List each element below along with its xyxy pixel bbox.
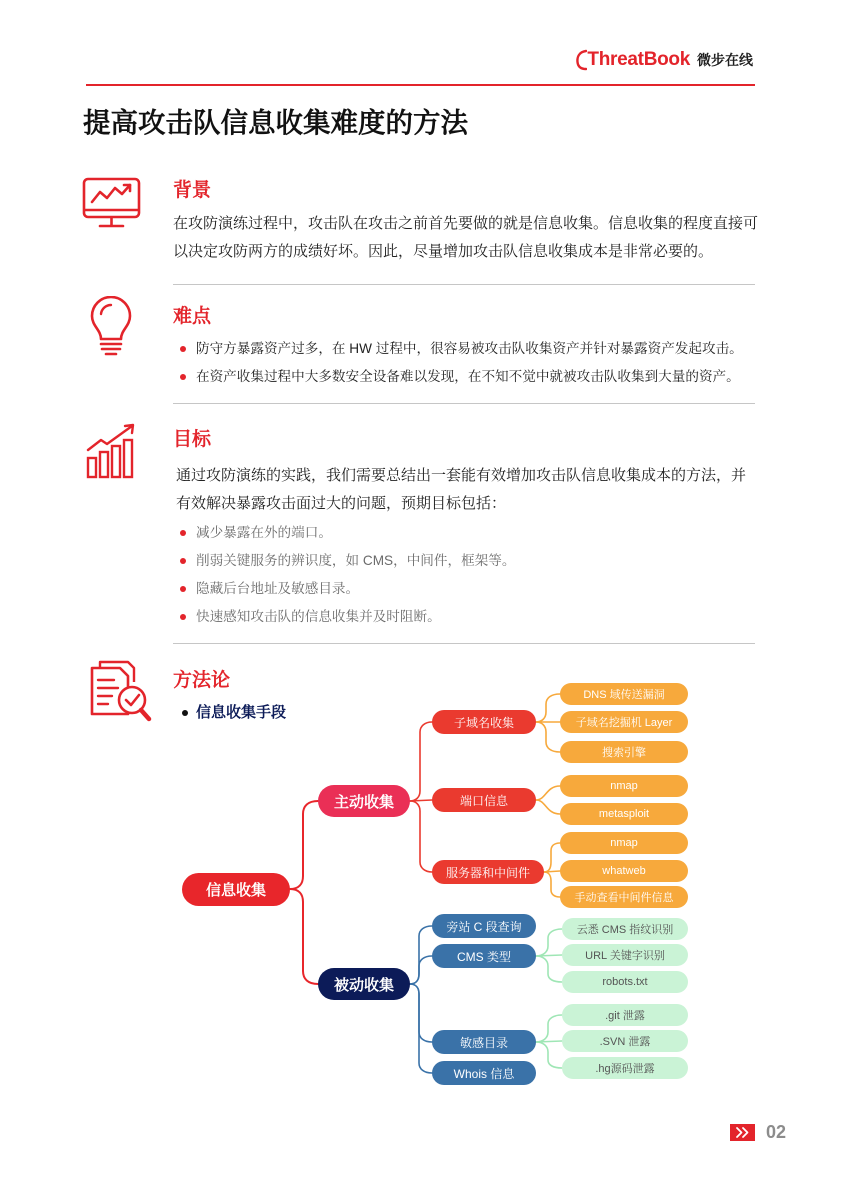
goal-bullet-text: 隐藏后台地址及敏感目录。 <box>196 581 360 596</box>
logo-chinese-text: 微步在线 <box>697 52 753 68</box>
page-number: 02 <box>766 1122 787 1142</box>
list-item <box>180 367 740 387</box>
logo-swoosh-icon <box>576 48 587 72</box>
connector-active-server <box>410 801 432 872</box>
connector-passive-cms <box>410 956 432 984</box>
mindmap-node-ports: 端口信息 <box>432 788 536 812</box>
connector-leaf <box>536 786 560 800</box>
connector-active-subdomain <box>410 722 432 801</box>
lightbulb-icon <box>88 296 134 360</box>
methodology-heading: 方法论 <box>173 670 231 691</box>
bullet-dot <box>182 710 188 716</box>
mindmap-leaf: 手动查看中间件信息 <box>560 886 688 908</box>
section-divider <box>173 403 755 404</box>
connector-leaf <box>536 1015 562 1042</box>
connector-passive-dirs <box>410 984 432 1042</box>
section-divider <box>173 284 755 285</box>
threatbook-logo <box>576 47 753 73</box>
mindmap-leaf: DNS 域传送漏洞 <box>560 683 688 705</box>
mindmap-root: 信息收集 <box>182 873 290 906</box>
difficulty-heading: 难点 <box>173 306 212 327</box>
bullet-dot <box>180 614 186 620</box>
connector-active-ports <box>410 800 432 801</box>
connector-leaf <box>544 872 560 897</box>
mindmap-leaf: .git 泄露 <box>562 1004 688 1026</box>
mindmap-node-cms-type: CMS 类型 <box>432 944 536 968</box>
monitor-chart-icon <box>82 177 142 231</box>
list-item <box>180 523 332 543</box>
goal-paragraph: 通过攻防演练的实践，我们需要总结出一套能有效增加攻击队信息收集成本的方法，并有效解决暴露攻击面过大的问题，预期目标包括： <box>176 467 747 512</box>
list-item <box>182 703 286 723</box>
double-chevron-right-icon <box>730 1124 755 1141</box>
connector-root-passive <box>290 889 318 984</box>
bullet-dot <box>180 374 186 380</box>
goal-bullet-text: 削弱关键服务的辨识度，如 CMS，中间件，框架等。 <box>196 553 516 568</box>
connector-leaf <box>536 694 560 722</box>
list-item <box>180 579 359 599</box>
background-heading: 背景 <box>173 180 212 201</box>
mindmap-leaf: nmap <box>560 775 688 797</box>
header-rule <box>86 84 755 86</box>
mindmap-branch-active: 主动收集 <box>318 785 410 817</box>
mindmap-leaf: 搜索引擎 <box>560 741 688 763</box>
connector-leaf <box>536 956 562 982</box>
mindmap-leaf: nmap <box>560 832 688 854</box>
bullet-dot <box>180 346 186 352</box>
rising-bar-chart-icon <box>85 423 139 479</box>
mindmap-branch-passive: 被动收集 <box>318 968 410 1000</box>
difficulty-bullet-text: 在资产收集过程中大多数安全设备难以发现，在不知不觉中就被攻击队收集到大量的资产。 <box>196 369 740 384</box>
connector-leaf <box>544 871 560 872</box>
mindmap-leaf: .SVN 泄露 <box>562 1030 688 1052</box>
mindmap-leaf: 子域名挖掘机 Layer <box>560 711 688 733</box>
goal-bullet-text: 减少暴露在外的端口。 <box>196 525 332 540</box>
list-item <box>180 607 441 627</box>
connector-leaf <box>536 955 562 956</box>
bullet-dot <box>180 558 186 564</box>
section-divider <box>173 643 755 644</box>
mindmap-node-whois: Whois 信息 <box>432 1061 536 1085</box>
connector-leaf <box>536 722 560 752</box>
connector-passive-whois <box>410 984 432 1073</box>
methodology-bullet-text: 信息收集手段 <box>196 704 287 721</box>
goal-heading: 目标 <box>173 429 212 450</box>
mindmap-node-c-segment: 旁站 C 段查询 <box>432 914 536 938</box>
mindmap-leaf: URL 关键字识别 <box>562 944 688 966</box>
bullet-dot <box>180 586 186 592</box>
connector-leaf <box>536 800 560 814</box>
mindmap-leaf: robots.txt <box>562 971 688 993</box>
connector-leaf <box>544 843 560 872</box>
mindmap-leaf: .hg源码泄露 <box>562 1057 688 1079</box>
mindmap-leaf: whatweb <box>560 860 688 882</box>
bullet-dot <box>180 530 186 536</box>
difficulty-bullet-text: 防守方暴露资产过多，在 HW 过程中，很容易被攻击队收集资产并针对暴露资产发起攻击。 <box>196 341 743 356</box>
connector-root-active <box>290 801 318 889</box>
connector-leaf <box>536 1042 562 1068</box>
goal-bullet-text: 快速感知攻击队的信息收集并及时阻断。 <box>196 609 441 624</box>
connector-leaf <box>536 1041 562 1042</box>
connector-leaf <box>536 929 562 956</box>
page-title: 提高攻击队信息收集难度的方法 <box>83 107 468 138</box>
logo-text: ThreatBook <box>587 49 690 70</box>
mindmap-node-subdomain: 子域名收集 <box>432 710 536 734</box>
list-item <box>180 339 743 359</box>
checklist-magnifier-icon <box>88 658 154 724</box>
mindmap-node-server-middleware: 服务器和中间件 <box>432 860 544 884</box>
connector-passive-csegment <box>410 926 432 984</box>
mindmap-leaf: 云悉 CMS 指纹识别 <box>562 918 688 940</box>
mindmap-leaf: metasploit <box>560 803 688 825</box>
mindmap-node-sensitive-dirs: 敏感目录 <box>432 1030 536 1054</box>
list-item <box>180 551 515 571</box>
background-paragraph: 在攻防演练过程中，攻击队在攻击之前首先要做的就是信息收集。信息收集的程度直接可以决定攻防两方的成绩好坏。因此，尽量增加攻击队信息收集成本是非常必要的。 <box>173 215 759 260</box>
